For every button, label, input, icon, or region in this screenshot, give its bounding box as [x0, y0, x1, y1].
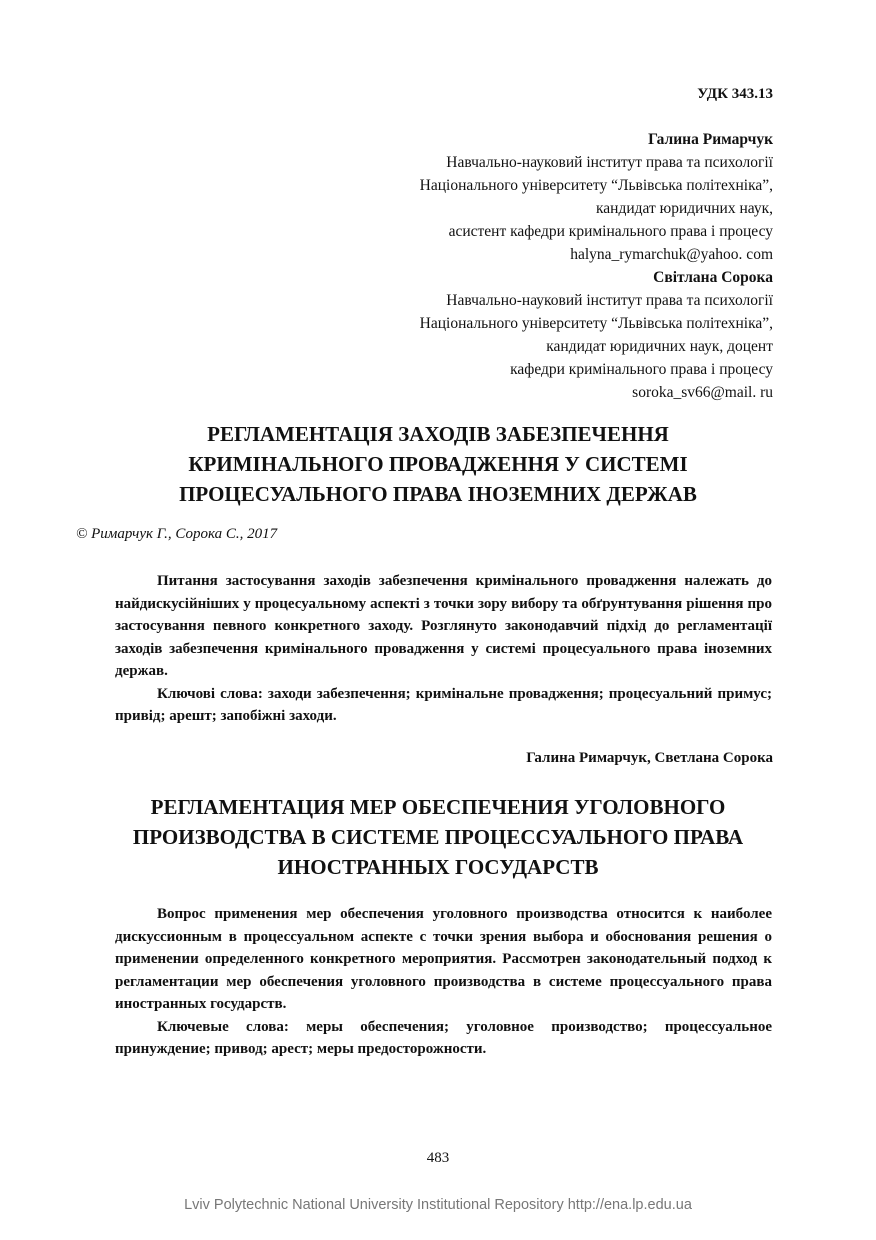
- title-line: РЕГЛАМЕНТАЦИЯ МЕР ОБЕСПЕЧЕНИЯ УГОЛОВНОГО: [150, 795, 726, 819]
- author-affiliation-line: Національного університету “Львівська політехніка”,: [419, 177, 773, 194]
- title-line: ПРОЦЕСУАЛЬНОГО ПРАВА ІНОЗЕМНИХ ДЕРЖАВ: [179, 482, 697, 506]
- article-title-ukrainian: [60, 419, 816, 509]
- title-line: ПРОИЗВОДСТВА В СИСТЕМЕ ПРОЦЕССУАЛЬНОГО ПРАВА: [132, 825, 744, 849]
- copyright-notice: © Римарчук Г., Сорока С., 2017: [76, 526, 278, 542]
- author-name: Світлана Сорока: [653, 269, 773, 286]
- author-email: soroka_sv66@mail. ru: [632, 384, 773, 401]
- author-email: halyna_rymarchuk@yahoo. com: [570, 246, 773, 263]
- keywords: Ключевые слова: меры обеспечения; уголовное производство; процессуальное принуждение; привод; арест; меры предосторожности.: [115, 1018, 772, 1057]
- author-affiliation-line: Національного університету “Львівська політехніка”,: [419, 315, 773, 332]
- author-affiliation-line: Навчально-науковий інститут права та психології: [446, 292, 773, 309]
- author-position-line: кафедри кримінального права і процесу: [510, 361, 773, 378]
- author-block: [213, 128, 773, 404]
- author-degree-line: кандидат юридичних наук, доцент: [546, 338, 773, 355]
- repository-footer: Lviv Polytechnic National University Institutional Repository http://ena.lp.edu.ua: [184, 1197, 692, 1213]
- author-name: Галина Римарчук: [648, 131, 773, 148]
- abstract-text: Питання застосування заходів забезпечення кримінального провадження належать до найдискусійніших у процесуальному аспекті з точки зору вибору та обґрунтування рішення про застосування певного конкретного заходу. Розглянуто законодавчий підхід до регламентації заходів забезпечення кримінального провадження у системі процесуального права іноземних держав.: [115, 573, 772, 679]
- article-title-russian: [60, 792, 816, 882]
- title-line: ИНОСТРАННЫХ ГОСУДАРСТВ: [277, 855, 599, 879]
- author-affiliation-line: Навчально-науковий інститут права та психології: [446, 154, 773, 171]
- author-position-line: асистент кафедри кримінального права і процесу: [448, 223, 773, 240]
- title-line: КРИМІНАЛЬНОГО ПРОВАДЖЕННЯ У СИСТЕМІ: [188, 452, 688, 476]
- title-line: РЕГЛАМЕНТАЦІЯ ЗАХОДІВ ЗАБЕЗПЕЧЕННЯ: [207, 422, 669, 446]
- abstract-text: Вопрос применения мер обеспечения уголовного производства относится к наиболее дискуссионным в процессуальном аспекте с точки зрения выбора и обоснования решения о применении определенного конкретного мероприятия. Рассмотрен законодательный подход к регламентации мер обеспечения уголовного производства в системе процессуального права иностранных государств.: [115, 906, 772, 1012]
- abstract-russian: [115, 903, 772, 1061]
- author-degree-line: кандидат юридичних наук,: [595, 200, 773, 217]
- russian-author-names: Галина Римарчук, Светлана Сорока: [526, 750, 773, 766]
- page-number: 483: [426, 1150, 450, 1166]
- keywords: Ключові слова: заходи забезпечення; кримінальне провадження; процесуальний примус; привід; арешт; запобіжні заходи.: [115, 685, 772, 724]
- udc-code: УДК 343.13: [697, 86, 773, 102]
- abstract-ukrainian: [115, 570, 772, 728]
